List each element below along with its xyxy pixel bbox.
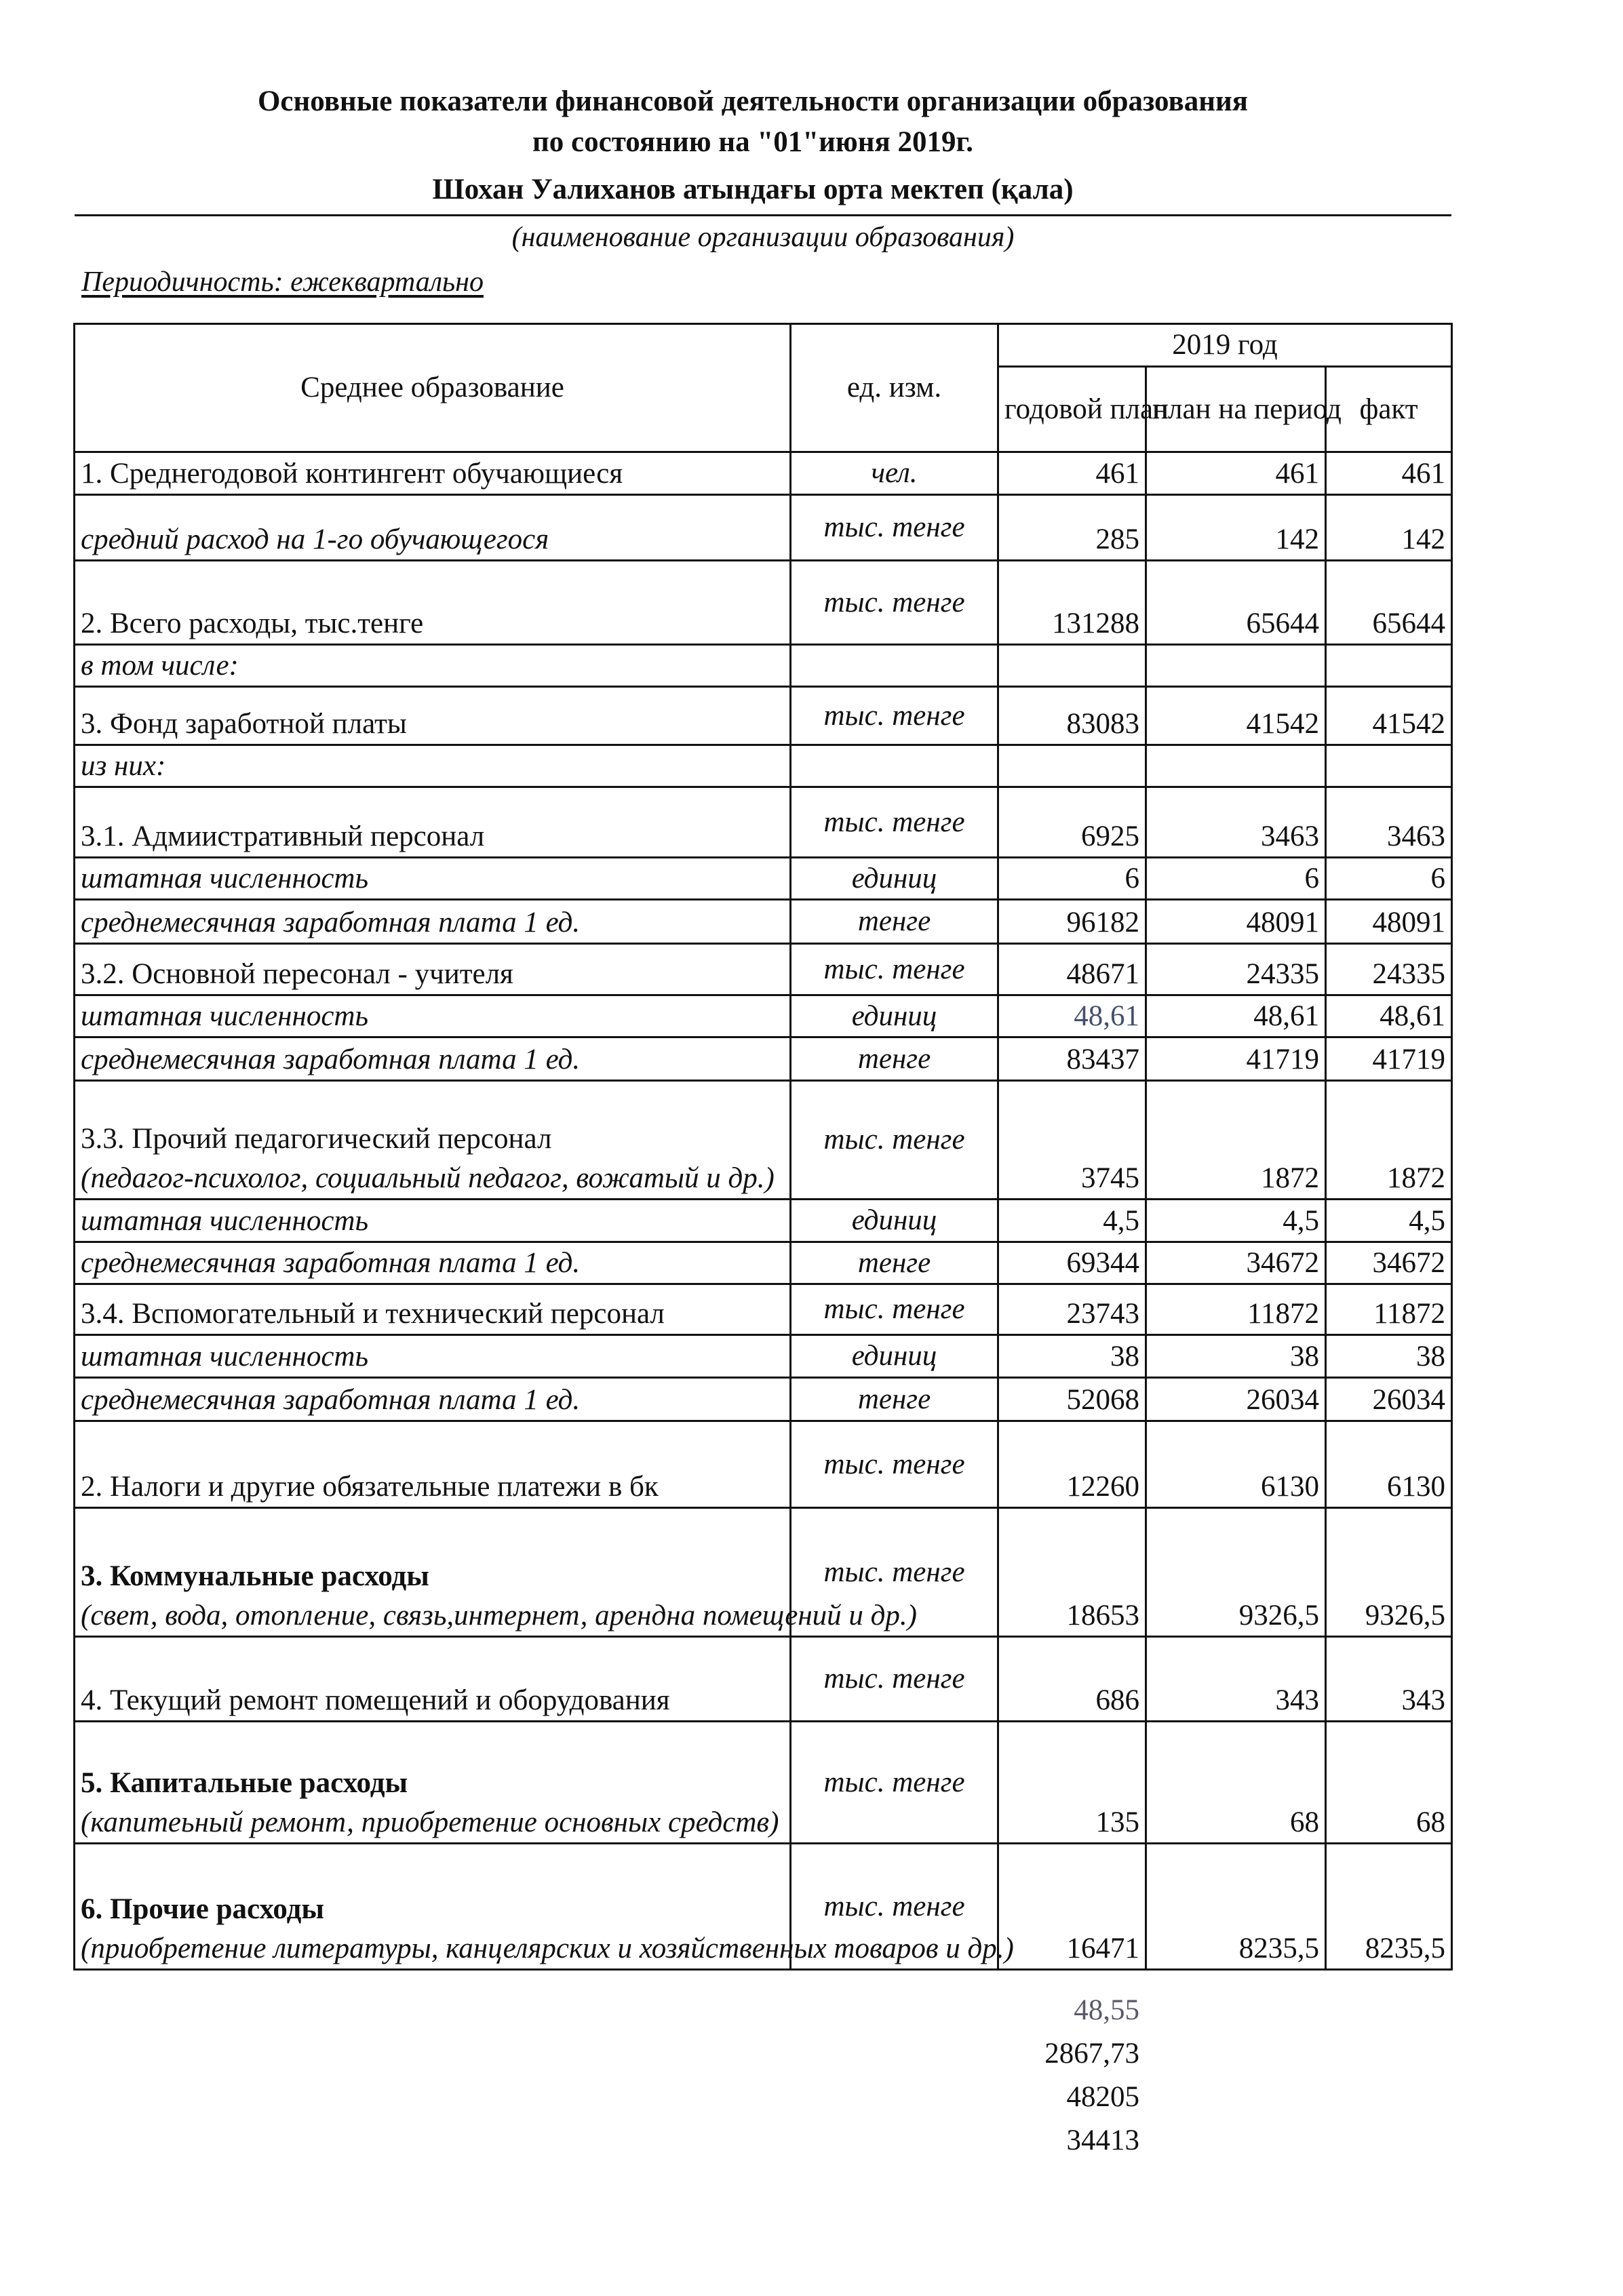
row-unit: тыс. тенге: [791, 1637, 998, 1722]
row-annual-plan: 12260: [998, 1421, 1146, 1508]
row-unit: чел.: [791, 452, 998, 495]
row-label: 1. Среднегодовой контингент обучающиеся: [75, 452, 791, 495]
row-annual-plan: 6925: [998, 787, 1146, 858]
table-row: [75, 787, 1452, 858]
row-period-plan: 65644: [1146, 561, 1326, 645]
header-unit: ед. изм.: [791, 324, 998, 452]
row-annual-plan: 83083: [998, 687, 1146, 745]
row-period-plan: 24335: [1146, 944, 1326, 995]
row-period-plan: 9326,5: [1146, 1508, 1326, 1637]
table-row: [75, 561, 1452, 645]
row-period-plan: 26034: [1146, 1378, 1326, 1421]
row-unit: [791, 745, 998, 787]
table-row: [75, 1200, 1452, 1242]
periodicity-note: Периодичность: ежеквартально: [81, 266, 484, 298]
table-row: [75, 858, 1452, 900]
row-annual-plan: 131288: [998, 561, 1146, 645]
row-unit: единиц: [791, 858, 998, 900]
table-row: [75, 1722, 1452, 1844]
row-unit: тыс. тенге: [791, 1722, 998, 1844]
row-fact: 343: [1326, 1637, 1452, 1722]
header-fact: факт: [1326, 367, 1452, 452]
row-unit: тенге: [791, 1037, 998, 1081]
row-label: 3.1. Адмиистративный персонал: [75, 787, 791, 858]
row-label: из них:: [75, 745, 791, 787]
row-label: в том числе:: [75, 645, 791, 687]
row-fact: 26034: [1326, 1378, 1452, 1421]
table-row: [75, 1508, 1452, 1637]
row-period-plan: 6: [1146, 858, 1326, 900]
row-unit: тыс. тенге: [791, 687, 998, 745]
row-fact: [1326, 745, 1452, 787]
row-annual-plan: 6: [998, 858, 1146, 900]
row-period-plan: 461: [1146, 452, 1326, 495]
table-row: [75, 1284, 1452, 1335]
row-annual-plan: 38: [998, 1335, 1146, 1378]
row-annual-plan: 52068: [998, 1378, 1146, 1421]
row-label: среднемесячная заработная плата 1 ед.: [75, 900, 791, 944]
row-period-plan: 34672: [1146, 1242, 1326, 1284]
row-unit: тыс. тенге: [791, 787, 998, 858]
row-annual-plan: 23743: [998, 1284, 1146, 1335]
row-annual-plan: 3745: [998, 1081, 1146, 1200]
row-label: штатная численность: [75, 1200, 791, 1242]
row-unit: тенге: [791, 900, 998, 944]
row-fact: 41542: [1326, 687, 1452, 745]
row-fact: 6130: [1326, 1421, 1452, 1508]
row-annual-plan: 18653: [998, 1508, 1146, 1637]
extra-number: 2867,73: [1044, 2038, 1139, 2070]
row-label: 3.2. Основной пересонал - учителя: [75, 944, 791, 995]
row-fact: 34672: [1326, 1242, 1452, 1284]
table-row: [75, 995, 1452, 1037]
header-section: Среднее образование: [75, 324, 791, 452]
row-title: 6. Прочие расходы: [81, 1893, 324, 1925]
row-fact: 48,61: [1326, 995, 1452, 1037]
row-period-plan: 68: [1146, 1722, 1326, 1844]
row-period-plan: 3463: [1146, 787, 1326, 858]
organization-caption: (наименование организации образования): [511, 222, 1015, 253]
row-annual-plan: 461: [998, 452, 1146, 495]
document-title: Основные показатели финансовой деятельности организации образования: [257, 85, 1249, 117]
table-row: [75, 745, 1452, 787]
organization-name: Шохан Уалиханов атындағы орта мектеп (қала): [432, 174, 1074, 205]
row-fact: 3463: [1326, 787, 1452, 858]
row-unit: тенге: [791, 1242, 998, 1284]
row-label: 3. Фонд заработной платы: [75, 687, 791, 745]
table-row: [75, 645, 1452, 687]
row-period-plan: 41719: [1146, 1037, 1326, 1081]
row-fact: 6: [1326, 858, 1452, 900]
row-annual-plan: 135: [998, 1722, 1146, 1844]
row-subtitle: (свет, вода, отопление, связь,интернет, арендна помещений и др.): [81, 1600, 917, 1631]
row-unit: тыс. тенге: [791, 1284, 998, 1335]
row-label: штатная численность: [75, 1335, 791, 1378]
row-subtitle: (приобретение литературы, канцелярских и хозяйственных товаров и др.): [81, 1933, 1014, 1964]
row-annual-plan: 285: [998, 495, 1146, 561]
row-fact: 11872: [1326, 1284, 1452, 1335]
row-period-plan: 38: [1146, 1335, 1326, 1378]
table-row: [75, 944, 1452, 995]
row-period-plan: 6130: [1146, 1421, 1326, 1508]
row-fact: 68: [1326, 1722, 1452, 1844]
row-fact: 8235,5: [1326, 1844, 1452, 1970]
row-subtitle: (педагог-психолог, социальный педагог, вожатый и др.): [81, 1162, 775, 1194]
row-fact: 65644: [1326, 561, 1452, 645]
row-title: 5. Капитальные расходы: [81, 1767, 408, 1799]
extra-number: 34413: [1066, 2124, 1139, 2156]
row-label: 2. Всего расходы, тыс.тенге: [75, 561, 791, 645]
document-date: по состоянию на "01"июня 2019г.: [532, 126, 973, 158]
table-row: [75, 1037, 1452, 1081]
row-fact: [1326, 645, 1452, 687]
row-label: среднемесячная заработная плата 1 ед.: [75, 1378, 791, 1421]
row-unit: тыс. тенге: [791, 944, 998, 995]
row-period-plan: 1872: [1146, 1081, 1326, 1200]
row-period-plan: 41542: [1146, 687, 1326, 745]
row-period-plan: [1146, 645, 1326, 687]
header-year: 2019 год: [998, 324, 1452, 367]
row-label: средний расход на 1-го обучающегося: [75, 495, 791, 561]
row-unit: тыс. тенге: [791, 1844, 998, 1970]
row-unit: единиц: [791, 1200, 998, 1242]
row-period-plan: 48,61: [1146, 995, 1326, 1037]
row-annual-plan: 69344: [998, 1242, 1146, 1284]
table-row: [75, 1844, 1452, 1970]
row-fact: 1872: [1326, 1081, 1452, 1200]
row-annual-plan: 4,5: [998, 1200, 1146, 1242]
row-annual-plan: 48,61: [998, 995, 1146, 1037]
table-row: [75, 1335, 1452, 1378]
row-fact: 142: [1326, 495, 1452, 561]
row-annual-plan: 83437: [998, 1037, 1146, 1081]
row-unit: тыс. тенге: [791, 561, 998, 645]
row-title: 3. Коммунальные расходы: [81, 1560, 429, 1592]
row-label: штатная численность: [75, 995, 791, 1037]
header-annual-plan: годовой план: [998, 367, 1146, 452]
row-annual-plan: 686: [998, 1637, 1146, 1722]
row-fact: 4,5: [1326, 1200, 1452, 1242]
row-unit: тенге: [791, 1378, 998, 1421]
table-row: [75, 1378, 1452, 1421]
table-row: [75, 1421, 1452, 1508]
row-unit: единиц: [791, 995, 998, 1037]
row-period-plan: 48091: [1146, 900, 1326, 944]
table-row: [75, 900, 1452, 944]
row-fact: 24335: [1326, 944, 1452, 995]
table-row: [75, 452, 1452, 495]
organization-underline: [75, 214, 1451, 216]
financial-indicators-table: [73, 323, 1453, 1971]
row-label: [75, 1722, 791, 1844]
row-period-plan: 142: [1146, 495, 1326, 561]
row-unit: [791, 645, 998, 687]
row-fact: 48091: [1326, 900, 1452, 944]
row-unit: тыс. тенге: [791, 1508, 998, 1637]
row-period-plan: 11872: [1146, 1284, 1326, 1335]
row-subtitle: (капитеьный ремонт, приобретение основных средств): [81, 1806, 779, 1838]
row-unit: единиц: [791, 1335, 998, 1378]
row-label: [75, 1081, 791, 1200]
row-label: 4. Текущий ремонт помещений и оборудования: [75, 1637, 791, 1722]
row-label: 3.4. Вспомогательный и технический персонал: [75, 1284, 791, 1335]
row-annual-plan: 96182: [998, 900, 1146, 944]
extra-number: 48205: [1066, 2081, 1139, 2113]
row-fact: 38: [1326, 1335, 1452, 1378]
row-label: штатная численность: [75, 858, 791, 900]
row-annual-plan: [998, 645, 1146, 687]
row-period-plan: 4,5: [1146, 1200, 1326, 1242]
table-row: [75, 1637, 1452, 1722]
table-row: [75, 1242, 1452, 1284]
table-row: [75, 495, 1452, 561]
row-period-plan: 8235,5: [1146, 1844, 1326, 1970]
row-unit: тыс. тенге: [791, 1081, 998, 1200]
row-fact: 9326,5: [1326, 1508, 1452, 1637]
row-label: среднемесячная заработная плата 1 ед.: [75, 1037, 791, 1081]
row-fact: 41719: [1326, 1037, 1452, 1081]
header-period-plan: план на период: [1146, 367, 1326, 452]
row-period-plan: 343: [1146, 1637, 1326, 1722]
table-row: [75, 687, 1452, 745]
row-annual-plan: 16471: [998, 1844, 1146, 1970]
row-fact: 461: [1326, 452, 1452, 495]
row-annual-plan: [998, 745, 1146, 787]
table-row: [75, 1081, 1452, 1200]
row-title: 3.3. Прочий педагогический персонал: [81, 1123, 552, 1155]
handwritten-number: 48,55: [1074, 1994, 1139, 2026]
row-period-plan: [1146, 745, 1326, 787]
row-unit: тыс. тенге: [791, 495, 998, 561]
row-unit: тыс. тенге: [791, 1421, 998, 1508]
row-label: среднемесячная заработная плата 1 ед.: [75, 1242, 791, 1284]
row-annual-plan: 48671: [998, 944, 1146, 995]
row-label: 2. Налоги и другие обязательные платежи в бк: [75, 1421, 791, 1508]
